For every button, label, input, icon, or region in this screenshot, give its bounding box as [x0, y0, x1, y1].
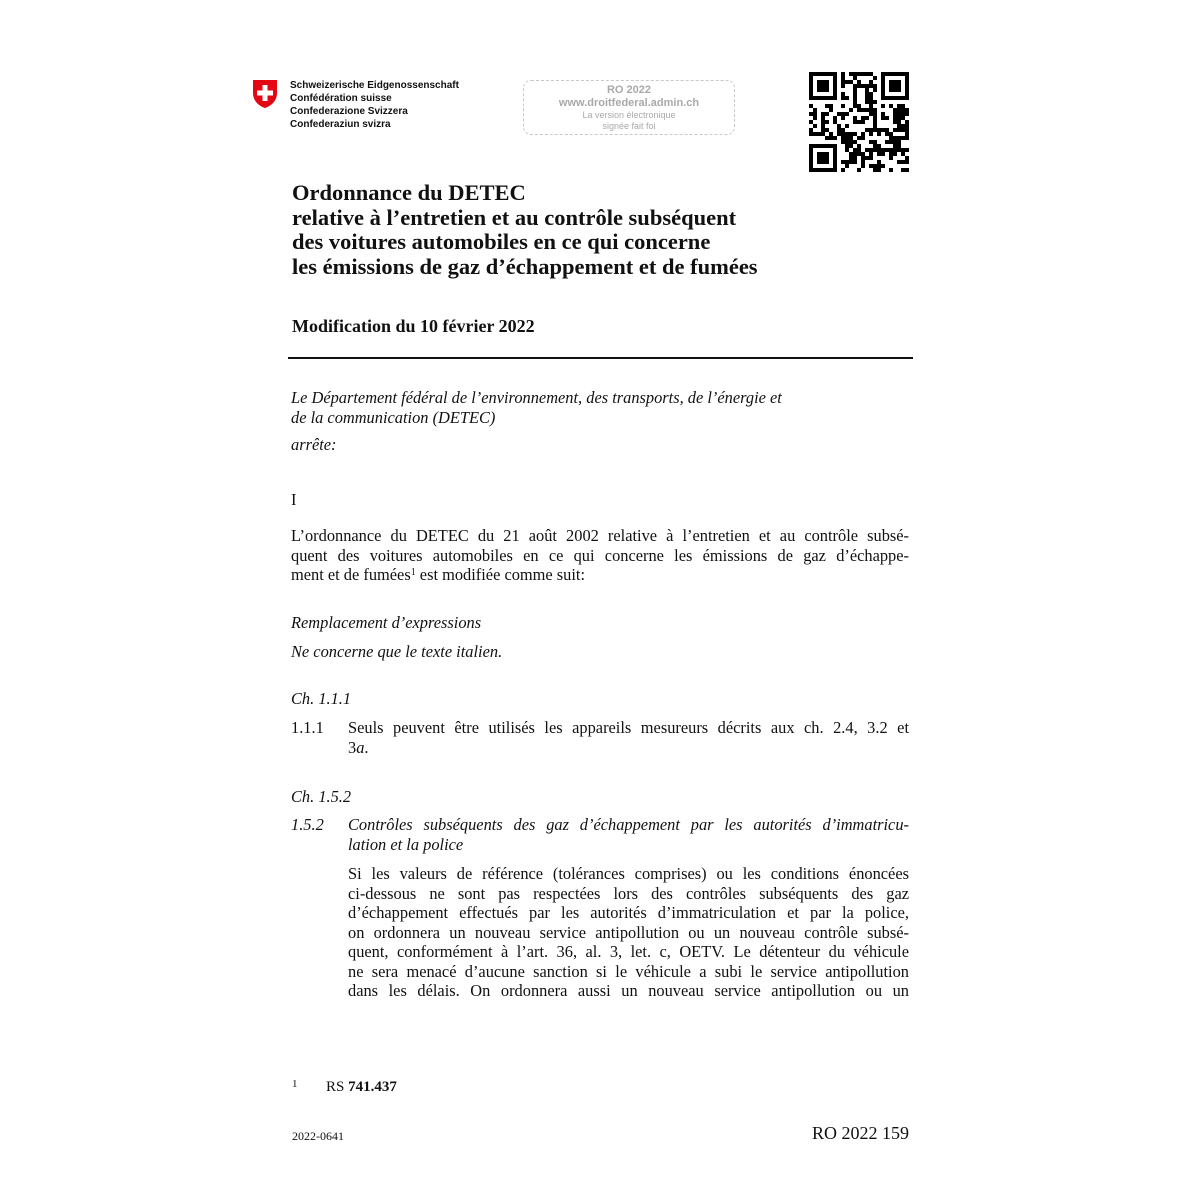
item-line: Seuls peuvent être utilisés les appareils mesureurs décrits aux ch. 2.4, 3.2 et	[348, 718, 909, 737]
page-reference: RO 2022 159	[811, 1123, 909, 1143]
item-title-line: lation et la police	[348, 834, 464, 854]
item-line-italic: a	[356, 737, 365, 757]
intro-last-line	[291, 565, 909, 585]
footnote-number: 1	[292, 1078, 298, 1090]
intro-line: L’ordonnance du DETEC du 21 août 2002 relative à l’entretien et au contrôle subsé-	[291, 526, 909, 545]
section-intro	[291, 526, 909, 585]
body-line: ne sera menacé d’aucune sanction si le véhicule a subi le service antipollution	[348, 961, 909, 981]
title-line: les émissions de gaz d’échappement et de fumées	[292, 253, 758, 279]
stamp-line-4: signée fait foi	[602, 121, 656, 131]
body-line: dans les délais. On ordonnera aussi un nouveau service antipollution ou un	[348, 981, 909, 1000]
item-line-part: 3	[348, 737, 357, 757]
replacement-heading: Remplacement d’expressions	[291, 613, 482, 632]
preamble-line: arrête:	[291, 435, 337, 454]
title-line: des voitures automobiles en ce qui concerne	[292, 229, 711, 254]
section-numeral: I	[291, 490, 297, 509]
preamble	[291, 388, 911, 455]
intro-last-before: ment et de fumées	[291, 565, 411, 584]
item-body-1-1-1	[348, 718, 909, 757]
confederation-name-it: Confederazione Svizzera	[290, 106, 408, 117]
preamble-line: de la communication (DETEC)	[291, 407, 496, 427]
confederation-name-de: Schweizerische Eidgenossenschaft	[290, 80, 459, 91]
replacement-text: Ne concerne que le texte italien.	[291, 642, 503, 661]
title-line: relative à l’entretien et au contrôle subséquent	[292, 204, 737, 230]
confederation-name-fr: Confédération suisse	[290, 93, 392, 104]
preamble-line: Le Département fédéral de l’environnement, des transports, de l’énergie et	[291, 388, 782, 407]
footnote-ref-number: 741.437	[348, 1079, 397, 1095]
chapter-heading-1-5-2: Ch. 1.5.2	[291, 787, 352, 806]
confederation-names	[290, 79, 459, 131]
qr-code-icon	[809, 72, 909, 172]
item-body-1-5-2	[348, 864, 909, 1001]
footnote-ref: 1	[410, 567, 416, 578]
title-divider	[288, 357, 913, 359]
stamp-line-3: La version électronique	[582, 110, 676, 120]
body-line: d’échappement effectués par les autorités d’immatriculation et par la police,	[348, 903, 909, 922]
swiss-cross-icon	[252, 79, 278, 109]
body-line: Si les valeurs de référence (tolérances comprises) ou les conditions énoncées	[348, 864, 909, 883]
intro-line: quent des voitures automobiles en ce qui concerne les émissions de gaz d’échappe-	[291, 545, 909, 565]
item-line-part: .	[364, 737, 369, 757]
footnote-text	[326, 1079, 397, 1096]
document-number: 2022-0641	[292, 1129, 344, 1143]
item-title-line: Contrôles subséquents des gaz d’échappement par les autorités d’immatricu-	[348, 815, 909, 834]
chapter-heading-1-1-1: Ch. 1.1.1	[291, 689, 352, 708]
footnote-prefix: RS	[326, 1079, 349, 1095]
body-line: ci-dessous ne sont pas respectées lors des contrôles subséquents des gaz	[348, 883, 909, 903]
intro-last-after: est modifiée comme suit:	[415, 565, 586, 584]
item-title-1-5-2	[348, 815, 909, 854]
electronic-version-stamp	[523, 80, 735, 135]
item-number-1-1-1: 1.1.1	[291, 718, 324, 737]
body-line: on ordonnera un nouveau service antipollution ou un nouveau contrôle subsé-	[348, 922, 909, 942]
modification-date: Modification du 10 février 2022	[292, 316, 535, 336]
document-title	[292, 181, 758, 279]
body-line: quent, conformément à l’art. 36, al. 3, let. c, OETV. Le détenteur du véhicule	[348, 942, 909, 961]
stamp-line-1: RO 2022	[606, 84, 652, 96]
title-line: Ordonnance du DETEC	[292, 180, 526, 205]
item-line	[348, 738, 369, 757]
item-number-1-5-2: 1.5.2	[291, 815, 324, 834]
stamp-line-2: www.droitfederal.admin.ch	[558, 97, 700, 109]
confederation-name-rm: Confederaziun svizra	[290, 119, 391, 130]
